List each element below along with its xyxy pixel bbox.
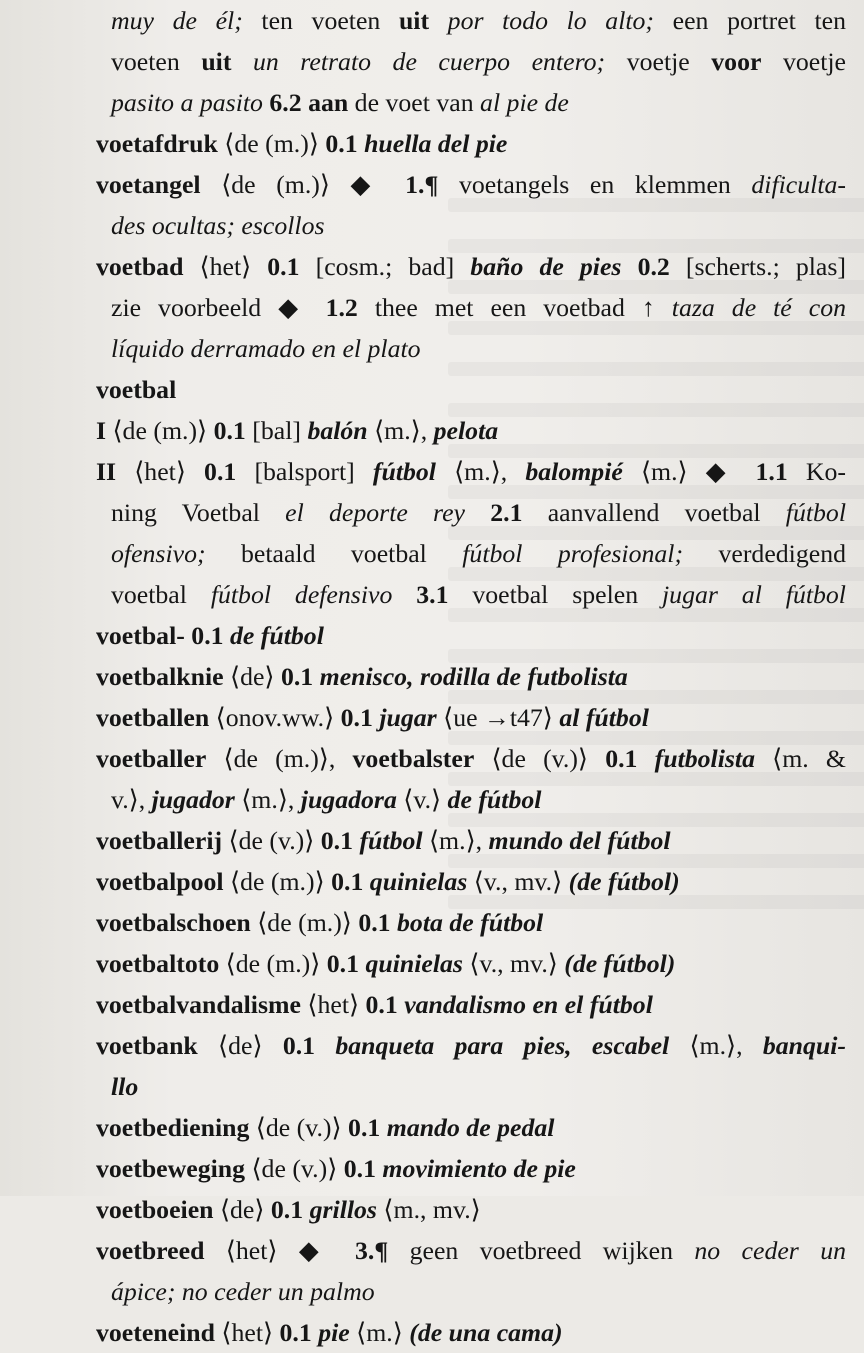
headword: voetbediening xyxy=(96,1113,250,1142)
gloss-text: ⟨m., mv.⟩ xyxy=(376,1195,481,1224)
gloss-text: voeten xyxy=(111,47,202,76)
headword: 0.1 xyxy=(282,1031,336,1060)
headword: 0.1 xyxy=(320,826,360,855)
entry-line xyxy=(96,369,846,410)
headword: ◆ 3.¶ xyxy=(298,1236,389,1265)
entry-line xyxy=(96,697,846,738)
headword: 0.1 xyxy=(204,457,237,486)
headword: uit xyxy=(398,6,430,35)
gloss-text: ⟨m.⟩, xyxy=(435,457,526,486)
entry-line xyxy=(96,1230,846,1271)
gloss-text: ⟨het⟩ xyxy=(183,252,268,281)
gloss-text: ⟨de⟩ xyxy=(213,1195,271,1224)
headword: voetballen xyxy=(96,703,210,732)
translation: fútbol xyxy=(372,457,436,486)
gloss-text: voetbal xyxy=(111,580,211,609)
headword: voetbeweging xyxy=(96,1154,246,1183)
example-translation: por todo lo alto; xyxy=(429,6,655,35)
entry-line xyxy=(96,1066,846,1107)
gloss-text: ⟨de (m.)⟩ xyxy=(219,949,327,978)
gloss-text: geen voetbreed wijken xyxy=(388,1236,695,1265)
headword: voetbalster xyxy=(352,744,475,773)
entry-line xyxy=(96,328,846,369)
entry-line xyxy=(96,861,846,902)
gloss-text: ⟨m.⟩, xyxy=(367,416,434,445)
gloss-text: ⟨de (m.)⟩ xyxy=(250,908,359,937)
translation: (de fútbol) xyxy=(568,867,680,896)
example-translation: des ocultas; escollos xyxy=(111,211,325,240)
gloss-text: ⟨het⟩ xyxy=(116,457,205,486)
entry-line xyxy=(96,123,846,164)
gloss-text: thee met een voetbad ↑ xyxy=(357,293,672,322)
gloss-text: ⟨de (v.)⟩ xyxy=(249,1113,349,1142)
entry-line xyxy=(96,1148,846,1189)
headword: voetbreed xyxy=(96,1236,205,1265)
gloss-text: Ko- xyxy=(787,457,846,486)
example-translation: pasito a pasito xyxy=(111,88,270,117)
translation: jugar xyxy=(379,703,437,732)
headword: ◆ 1.2 xyxy=(278,293,358,322)
entry-line xyxy=(96,738,846,779)
headword: 0.1 xyxy=(340,703,380,732)
example-translation: fútbol profesional; xyxy=(462,539,684,568)
example-translation: el deporte rey xyxy=(285,498,466,527)
entry-line xyxy=(96,451,846,492)
translation: futbolista xyxy=(654,744,755,773)
headword: voetbalschoen xyxy=(96,908,251,937)
gloss-text: ⟨de (m.)⟩ xyxy=(200,170,351,199)
gloss-text: ten voeten xyxy=(242,6,399,35)
gloss-text: ⟨de (v.)⟩ xyxy=(245,1154,344,1183)
gloss-text: ning Voetbal xyxy=(111,498,286,527)
headword: I xyxy=(96,416,107,445)
entry-line xyxy=(96,82,846,123)
translation: balompié xyxy=(525,457,623,486)
entry-line xyxy=(96,533,846,574)
entry-line xyxy=(96,902,846,943)
translation: (de una cama) xyxy=(409,1318,563,1347)
gloss-text: ⟨v., mv.⟩ xyxy=(462,949,565,978)
translation: mando de pedal xyxy=(386,1113,555,1142)
gloss-text: ⟨de (m.)⟩, xyxy=(206,744,353,773)
gloss-text: ⟨v.⟩ xyxy=(396,785,448,814)
entry-line xyxy=(96,410,846,451)
gloss-text: voetje xyxy=(761,47,847,76)
translation: bota de fútbol xyxy=(397,908,544,937)
entry-line xyxy=(96,1189,846,1230)
translation: fútbol xyxy=(359,826,423,855)
headword: voeteneind xyxy=(96,1318,215,1347)
headword: voetbal xyxy=(96,375,177,404)
entry-line xyxy=(96,287,846,328)
gloss-text: ⟨m.⟩ xyxy=(349,1318,410,1347)
entry-line xyxy=(96,615,846,656)
entry-line xyxy=(96,1312,846,1353)
headword: 0.1 xyxy=(348,1113,387,1142)
gloss-text: ⟨de (m.)⟩ xyxy=(223,867,332,896)
gloss-text: ⟨m.⟩ xyxy=(622,457,706,486)
entry-line xyxy=(96,984,846,1025)
headword: 2.1 xyxy=(465,498,523,527)
entry-line xyxy=(96,492,846,533)
headword: voetbank xyxy=(96,1031,198,1060)
example-translation: al pie de xyxy=(480,88,569,117)
gloss-text: ⟨het⟩ xyxy=(204,1236,299,1265)
headword: 0.2 xyxy=(621,252,670,281)
example-translation: ofensivo; xyxy=(111,539,206,568)
translation: pie xyxy=(318,1318,350,1347)
headword: voetbaltoto xyxy=(96,949,220,978)
entry-line xyxy=(96,246,846,287)
gloss-text: [bal] xyxy=(245,416,308,445)
translation: banqueta para pies, escabel xyxy=(335,1031,670,1060)
translation: huella del pie xyxy=(364,129,508,158)
translation: menisco, rodilla de futbolista xyxy=(319,662,628,691)
example-translation: fútbol defensivo xyxy=(210,580,393,609)
entry-line xyxy=(96,574,846,615)
gloss-text: verdedigend xyxy=(683,539,846,568)
example-translation: fútbol xyxy=(785,498,846,527)
gloss-text: ⟨ue →t47⟩ xyxy=(436,703,560,732)
headword: voetbalpool xyxy=(96,867,224,896)
headword: 0.1 xyxy=(279,1318,319,1347)
gloss-text: ⟨de (m.)⟩ xyxy=(106,416,214,445)
entry-line xyxy=(96,164,846,205)
headword: 6.2 aan xyxy=(269,88,349,117)
translation: banqui- xyxy=(762,1031,846,1060)
translation: de fútbol xyxy=(447,785,542,814)
translation: quinielas xyxy=(369,867,468,896)
gloss-text: ⟨m.⟩, xyxy=(234,785,301,814)
translation: al fútbol xyxy=(559,703,649,732)
entry-line xyxy=(96,0,846,41)
translation: mundo del fútbol xyxy=(488,826,671,855)
gloss-text: ⟨de⟩ xyxy=(197,1031,283,1060)
gloss-text: voetje xyxy=(605,47,712,76)
headword: voetangel xyxy=(96,170,201,199)
gloss-text: [scherts.; plas] xyxy=(669,252,846,281)
headword: II xyxy=(96,457,117,486)
gloss-text: de voet van xyxy=(348,88,481,117)
translation: de fútbol xyxy=(230,621,324,650)
headword: voetballerij xyxy=(96,826,223,855)
gloss-text: ⟨onov.ww.⟩ xyxy=(209,703,341,732)
translation: balón xyxy=(307,416,368,445)
headword: 0.1 xyxy=(365,990,405,1019)
headword: voor xyxy=(711,47,762,76)
translation: jugador xyxy=(151,785,235,814)
headword: voetballer xyxy=(96,744,207,773)
translation: vandalismo en el fútbol xyxy=(404,990,653,1019)
headword: 0.1 xyxy=(270,1195,310,1224)
headword: voetafdruk xyxy=(96,129,218,158)
headword: voetbalvandalisme xyxy=(96,990,301,1019)
entry-line xyxy=(96,205,846,246)
entry-line xyxy=(96,1271,846,1312)
headword: 0.1 xyxy=(213,416,246,445)
headword: 0.1 xyxy=(326,949,366,978)
gloss-text: [balsport] xyxy=(236,457,373,486)
gloss-text: ⟨het⟩ xyxy=(214,1318,280,1347)
gloss-text: betaald voetbal xyxy=(205,539,463,568)
entry-line xyxy=(96,779,846,820)
headword: ◆ 1.¶ xyxy=(350,170,439,199)
example-translation: dificulta- xyxy=(751,170,846,199)
gloss-text: ⟨m.⟩, xyxy=(669,1031,763,1060)
entry-line xyxy=(96,41,846,82)
gloss-text: aanvallend voetbal xyxy=(522,498,786,527)
example-translation: ápice; no ceder un palmo xyxy=(111,1277,375,1306)
translation: movimiento de pie xyxy=(382,1154,576,1183)
entry-line xyxy=(96,1107,846,1148)
headword: uit xyxy=(201,47,232,76)
headword: voetboeien xyxy=(96,1195,214,1224)
gloss-text: [cosm.; bad] xyxy=(299,252,471,281)
entry-line xyxy=(96,1025,846,1066)
entry-line xyxy=(96,656,846,697)
example-translation: no ceder un xyxy=(694,1236,847,1265)
dictionary-entries xyxy=(96,0,846,1353)
headword: 0.1 xyxy=(343,1154,383,1183)
gloss-text: ⟨de (m.)⟩ xyxy=(217,129,326,158)
gloss-text: ⟨de⟩ xyxy=(223,662,281,691)
headword: 0.1 xyxy=(358,908,398,937)
headword: 0.1 xyxy=(280,662,320,691)
translation: llo xyxy=(111,1072,139,1101)
gloss-text: een portret ten xyxy=(654,6,846,35)
headword: 0.1 xyxy=(331,867,370,896)
headword: 0.1 xyxy=(325,129,365,158)
entry-line xyxy=(96,943,846,984)
translation: baño de pies xyxy=(470,252,622,281)
translation: jugadora xyxy=(300,785,397,814)
headword: voetbalknie xyxy=(96,662,224,691)
translation: (de fútbol) xyxy=(564,949,676,978)
entry-line xyxy=(96,820,846,861)
gloss-text: v.⟩, xyxy=(111,785,152,814)
gloss-text: ⟨v., mv.⟩ xyxy=(467,867,569,896)
headword: 0.1 xyxy=(605,744,655,773)
translation: quinielas xyxy=(365,949,463,978)
translation: pelota xyxy=(433,416,499,445)
headword: ◆ 1.1 xyxy=(705,457,788,486)
translation: grillos xyxy=(309,1195,377,1224)
gloss-text: ⟨m. & xyxy=(754,744,846,773)
headword: voetbad xyxy=(96,252,184,281)
example-translation: taza de té con xyxy=(671,293,846,322)
gloss-text: ⟨de (v.)⟩ xyxy=(474,744,606,773)
example-translation: muy de él; xyxy=(111,6,243,35)
gloss-text: zie voorbeeld xyxy=(111,293,279,322)
example-translation: un retrato de cuerpo entero; xyxy=(231,47,606,76)
gloss-text: voetbal spelen xyxy=(448,580,663,609)
example-translation: jugar al fútbol xyxy=(662,580,846,609)
headword: 0.1 xyxy=(267,252,300,281)
gloss-text: ⟨het⟩ xyxy=(300,990,366,1019)
headword: voetbal- 0.1 xyxy=(96,621,230,650)
gloss-text: ⟨m.⟩, xyxy=(422,826,489,855)
example-translation: líquido derramado en el plato xyxy=(111,334,421,363)
gloss-text: ⟨de (v.)⟩ xyxy=(222,826,321,855)
headword: 3.1 xyxy=(392,580,449,609)
gloss-text: voetangels en klemmen xyxy=(438,170,752,199)
